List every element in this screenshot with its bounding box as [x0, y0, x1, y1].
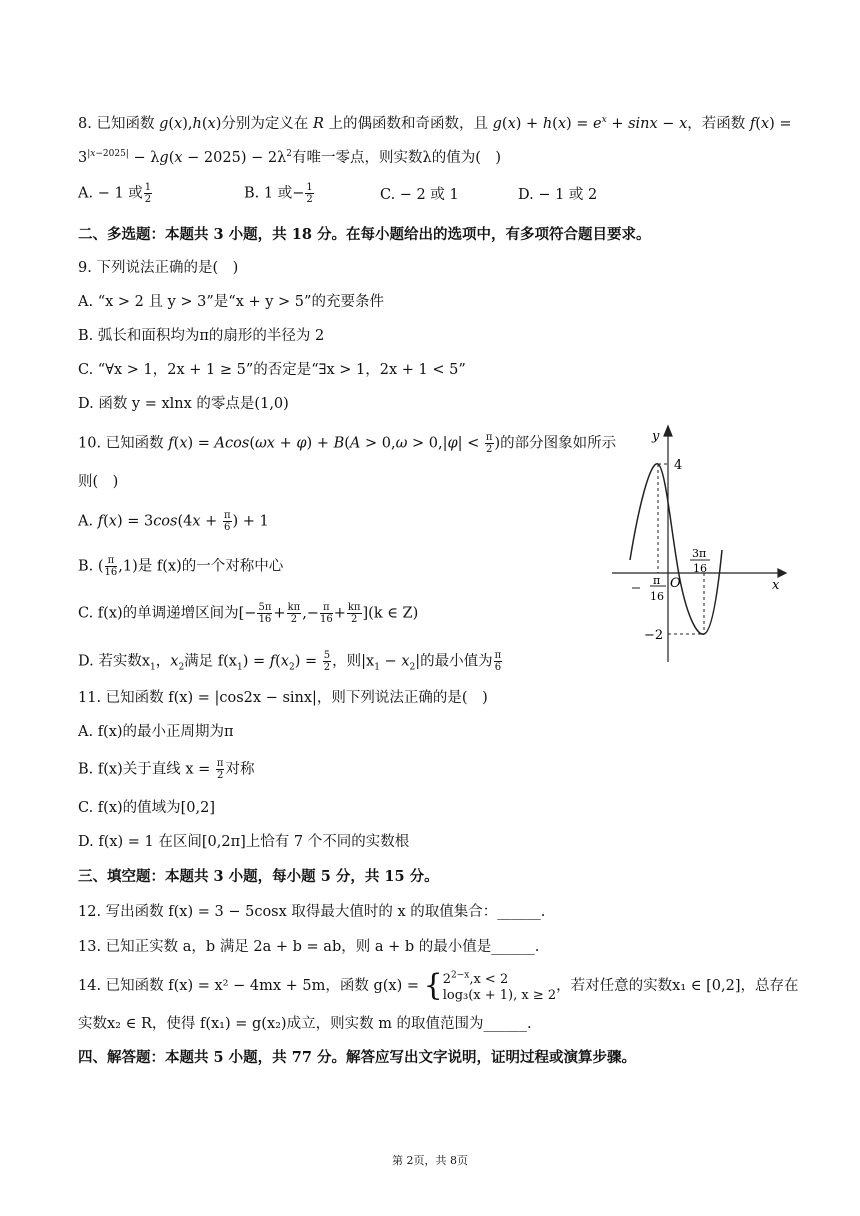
q11-option-a: A. f(x)的最小正周期为π [78, 724, 234, 740]
q9-stem: 9. 下列说法正确的是( ) [78, 260, 239, 276]
q10-stem: 10. 已知函数 f(x) = Acos(ωx + φ) + B(A > 0,ω > 0,|φ| < $\frac{\pi}{2}$ )的部分图象如所示 [78, 432, 617, 455]
origin-label: O [670, 576, 681, 591]
q11-option-b: B. f(x)关于直线 x = $\frac{\pi}{2}$ 对称 [78, 758, 255, 781]
q8-option-d: D. − 1 或 2 [518, 187, 598, 203]
x-axis-label: x [772, 578, 780, 593]
y-axis-label: y [652, 429, 660, 444]
q8-option-b: B. 1 或− $\frac{1}{2}$ [244, 182, 313, 205]
q8-option-a: A. − 1 或 $\frac{1}{2}$ [78, 182, 152, 205]
tick-left-numerator: π [653, 574, 661, 587]
q11-stem: 11. 已知函数 f(x) = |cos2x − sinx|，则下列说法正确的是( ) [78, 690, 488, 706]
q11-option-d: D. f(x) = 1 在区间[0,2π]上恰有 7 个不同的实数根 [78, 834, 410, 850]
q13: 13. 已知正实数 a，b 满足 2a + b = ab，则 a + b 的最小值是______. [78, 939, 540, 955]
q10-option-d: D. 若实数$x_1$，$x_2$满足 $f(x_1) = f(x_2)$ = $\frac{5}{2}$ ，则$|x_1 - x_2|$的最小值为 $\frac{\pi}{6}$ [78, 650, 502, 673]
min-value-label: −2 [644, 628, 664, 643]
q11-option-c: C. f(x)的值域为[0,2] [78, 800, 216, 816]
q8-line1: 8. 已知函数 g(x),h(x)分别为定义在 R 上的偶函数和奇函数，且 $g(x) + h(x) = e^x + \sin x - x$，若函数 f(x) = [78, 115, 792, 132]
q10-option-b: B. ( $\frac{\pi}{16}$ ,1)是 f(x)的一个对称中心 [78, 555, 284, 578]
q12: 12. 写出函数 f(x) = 3 − 5cosx 取得最大值时的 x 的取值集合：______. [78, 904, 546, 920]
q10-function-graph [610, 420, 790, 670]
q8-line2: $3^{|x-2025|} - \lambda g(x - 2025) - 2\lambda^2$有唯一零点，则实数λ的值为( ) [78, 149, 502, 166]
cosine-curve [630, 464, 722, 634]
section-3-heading: 三、填空题：本题共 3 小题，每小题 5 分，共 15 分。 [78, 868, 439, 885]
q9-option-c: C. “∀x > 1，2x + 1 ≥ 5”的否定是“∃x > 1，2x + 1 < 5” [78, 362, 466, 378]
q14-line2: 实数x₂ ∈ R，使得 f(x₁) = g(x₂)成立，则实数 m 的取值范围为______. [78, 1016, 532, 1032]
tick-right-denominator: 16 [693, 562, 707, 575]
tick-right-numerator: 3π [692, 547, 707, 560]
q14-line1: 14. 已知函数 f(x) = x² − 4mx + 5m，函数 $g(x) = \{2^{2-x},x < 2$ log₃(x + 1), x ≥ 2，若对任意的实数x₁ ∈ [0,2]，总存在 [78, 968, 799, 1004]
q10-option-a: A. f(x) = 3cos(4x + $\frac{\pi}{6}$ ) + 1 [78, 510, 269, 533]
q9-option-b: B. 弧长和面积均为π的扇形的半径为 2 [78, 328, 325, 344]
q10-stem-2: 则( ) [78, 474, 119, 490]
q9-option-a: A. “x > 2 且 y > 3”是“x + y > 5”的充要条件 [78, 294, 384, 310]
section-4-heading: 四、解答题：本题共 5 小题，共 77 分。解答应写出文字说明，证明过程或演算步骤。 [78, 1049, 636, 1066]
q9-option-d: D. 函数 y = xlnx 的零点是(1,0) [78, 396, 289, 412]
page-footer: 第 2页，共 8页 [392, 1154, 468, 1167]
q10-option-c: C. f(x)的单调递增区间为[− $\frac{5\pi}{16}$ + $\frac{k\pi}{2}$ ,− $\frac{\pi}{16}$ + $\frac{k\pi}{2}$ ](k ∈ Z) [78, 602, 419, 625]
max-value-label: 4 [674, 458, 683, 473]
q8-option-c: C. − 2 或 1 [380, 187, 459, 203]
section-2-heading: 二、多选题：本题共 3 小题，共 18 分。在每小题给出的选项中，有多项符合题目要求。 [78, 226, 651, 243]
tick-left-denominator: 16 [650, 590, 664, 603]
